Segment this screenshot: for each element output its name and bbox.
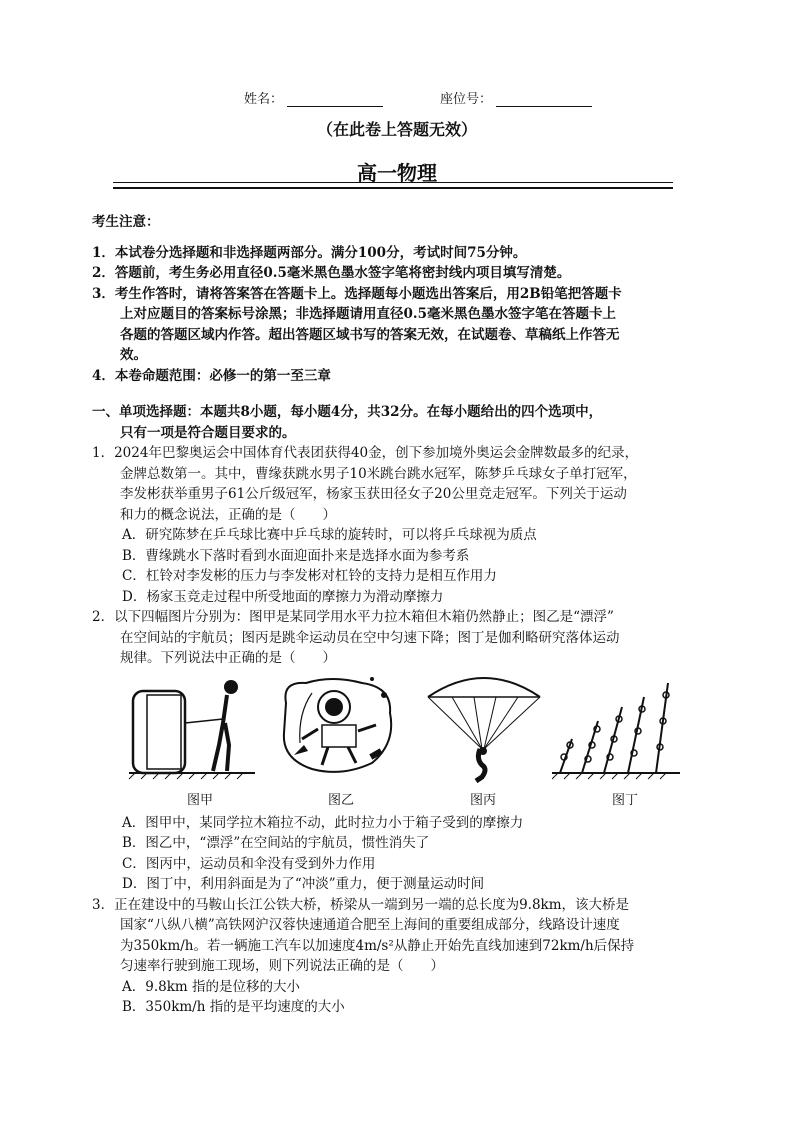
- instruction-item: 1．本试卷分选择题和非选择题两部分。满分100分，考试时间75分钟。: [92, 244, 527, 261]
- q2-option-b: B．图乙中，“漂浮”在空间站的宇航员，惯性消失了: [122, 835, 430, 851]
- instruction-item: 效。: [120, 347, 147, 363]
- q2-figures: [92, 673, 732, 813]
- seat-blank[interactable]: [496, 92, 592, 107]
- question-2: [92, 607, 732, 895]
- exam-content: [92, 212, 732, 1018]
- name-field: [244, 88, 383, 107]
- section-heading: 一、单项选择题：本题共8小题，每小题4分，共32分。在每小题给出的四个选项中，: [92, 404, 603, 420]
- figure-jia-label: 图甲: [187, 792, 214, 808]
- instructions-heading: 考生注意：: [92, 214, 160, 230]
- q2-stem: 规律。下列说法中正确的是（ ）: [120, 650, 336, 666]
- figure-yi-illustration: [272, 673, 402, 788]
- q3-option-b: B．350km/h 指的是平均速度的大小: [122, 999, 345, 1015]
- figure-bing-label: 图丙: [470, 792, 497, 808]
- seat-field: [440, 88, 592, 107]
- instruction-item: 上对应题目的答案标号涂黑；非选择题请用直径0.5毫米黑色墨水签字笔在答题卡上: [120, 306, 616, 322]
- q2-stem: 2．以下四幅图片分别为：图甲是某同学用水平力拉木箱但木箱仍然静止；图乙是“漂浮”: [92, 609, 614, 625]
- q1-option-b: B．曹缘跳水下落时看到水面迎面扑来是选择水面为参考系: [122, 547, 470, 564]
- instruction-item: 4．本卷命题范围：必修一的第一至三章: [92, 367, 331, 384]
- q3-stem: 3．正在建设中的马鞍山长江公铁大桥，桥梁从一端到另一端的总长度为9.8km，该大桥是: [92, 896, 630, 913]
- title-rule-thick: [113, 187, 673, 189]
- figure-jia-illustration: [127, 673, 257, 788]
- q1-option-d: D．杨家玉竞走过程中所受地面的摩擦力为滑动摩擦力: [122, 588, 444, 605]
- q1-option-c: C．杠铃对李发彬的压力与李发彬对杠铃的支持力是相互作用力: [122, 568, 497, 584]
- figure-ding-label: 图丁: [612, 792, 639, 808]
- figure-bing-illustration: [422, 673, 547, 788]
- title-rule-thin: [113, 182, 673, 183]
- q3-stem: 匀速率行驶到施工现场，则下列说法正确的是（ ）: [120, 958, 444, 974]
- figure-yi-label: 图乙: [328, 792, 355, 808]
- q2-stem: 在空间站的宇航员；图丙是跳伞运动员在空中匀速下降；图丁是伽利略研究落体运动: [120, 629, 620, 646]
- q1-stem: 李发彬获举重男子61公斤级冠军，杨家玉获田径女子20公里竞走冠军。下列关于运动: [120, 486, 627, 502]
- q3-stem: 国家“八纵八横”高铁网沪汉蓉快速通道合肥至上海间的重要组成部分，线路设计速度: [120, 917, 620, 933]
- q2-option-a: A．图甲中，某同学拉木箱拉不动，此时拉力小于箱子受到的摩擦力: [122, 814, 524, 831]
- q3-option-a: A．9.8km 指的是位移的大小: [122, 978, 300, 995]
- name-blank[interactable]: [287, 92, 383, 107]
- q1-stem: 金牌总数第一。其中，曹缘获跳水男子10米跳台跳水冠军，陈梦乒乓球女子单打冠军，: [120, 465, 637, 482]
- q1-stem: 1．2024年巴黎奥运会中国体育代表团获得40金，创下参加境外奥运会金牌数最多的纪录，: [92, 445, 639, 461]
- seat-label: 座位号：: [440, 92, 493, 107]
- question-1: [92, 443, 732, 607]
- instruction-item: 2．答题前，考生务必用直径0.5毫米黑色墨水签字笔将密封线内项目填写清楚。: [92, 265, 571, 281]
- q1-option-a: A．研究陈梦在乒乓球比赛中乒乓球的旋转时，可以将乒乓球视为质点: [122, 527, 537, 543]
- figure-ding-illustration: [552, 673, 682, 788]
- instruction-item: 3．考生作答时，请将答案答在答题卡上。选择题每小题选出答案后，用2B铅笔把答题卡: [92, 285, 622, 302]
- name-label: 姓名：: [244, 92, 284, 107]
- q2-option-d: D．图丁中，利用斜面是为了“冲淡”重力，便于测量运动时间: [122, 876, 485, 892]
- q1-stem: 和力的概念说法，正确的是（ ）: [120, 506, 336, 523]
- q3-stem: 为350km/h。若一辆施工汽车以加速度4m/s²从静止开始先直线加速到72km/h后保持: [120, 937, 635, 954]
- section-heading-cont: 只有一项是符合题目要求的。: [120, 424, 296, 441]
- q2-option-c: C．图丙中，运动员和伞没有受到外力作用: [122, 855, 376, 872]
- instruction-item: 各题的答题区域内作答。超出答题区域书写的答案无效，在试题卷、草稿纸上作答无: [120, 326, 620, 343]
- exam-title: 高一物理: [357, 161, 437, 185]
- invalid-answer-notice: （在此卷上答题无效）: [316, 120, 477, 139]
- question-3: [92, 895, 732, 1018]
